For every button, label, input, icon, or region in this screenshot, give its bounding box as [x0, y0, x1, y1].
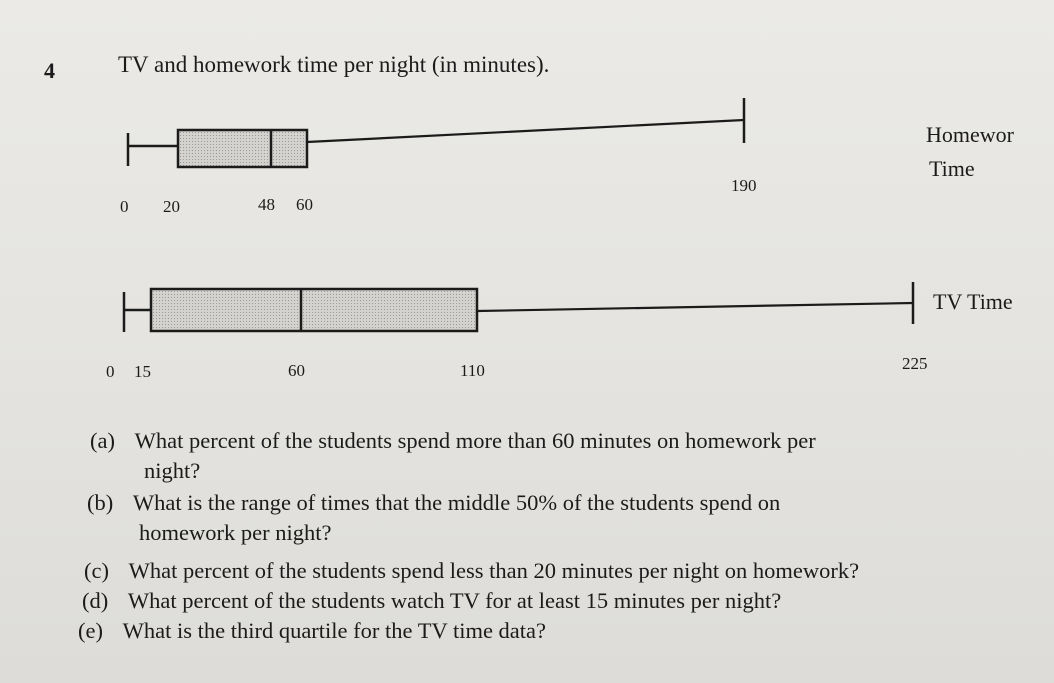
homework-tick-0: 0: [120, 197, 129, 216]
question-d: [82, 588, 781, 614]
question-title: TV and homework time per night (in minutes).: [118, 52, 550, 77]
question-d-text-line1: What percent of the students watch TV for at least 15 minutes per night?: [127, 588, 782, 613]
question-b: [87, 490, 781, 545]
tv-tick-15: 15: [134, 362, 151, 381]
question-c-text-line1: What percent of the students spend less than 20 minutes per night on homework?: [128, 558, 860, 583]
question-b-text-line2: homework per night?: [139, 520, 332, 545]
question-a-letter: (a): [90, 428, 115, 453]
question-c: [84, 558, 859, 584]
tv-tick-60: 60: [288, 361, 305, 380]
question-e-letter: (e): [78, 618, 103, 643]
homework-tick-190: 190: [731, 176, 757, 195]
tv-label: TV Time: [933, 289, 1013, 314]
question-a: [90, 428, 816, 483]
homework-tick-20: 20: [163, 197, 180, 216]
question-a-text-line2: night?: [144, 458, 201, 483]
question-b-text-line1: What is the range of times that the middle 50% of the students spend on: [132, 490, 781, 515]
question-c-letter: (c): [84, 558, 109, 583]
tv-tick-0: 0: [106, 362, 115, 381]
homework-tick-60: 60: [296, 195, 313, 214]
question-a-text-line1: What percent of the students spend more than 60 minutes on homework per: [134, 428, 816, 453]
tv-tick-225: 225: [902, 354, 928, 373]
question-number: 4: [44, 58, 55, 83]
homework-tick-48: 48: [258, 195, 275, 214]
homework-label-line2: Time: [929, 156, 975, 181]
homework-label-line1: Homewor: [926, 122, 1014, 147]
tv-tick-110: 110: [460, 361, 485, 380]
question-e-text-line1: What is the third quartile for the TV time data?: [122, 618, 547, 643]
question-d-letter: (d): [82, 588, 109, 613]
question-b-letter: (b): [87, 490, 114, 515]
question-e: [78, 618, 546, 644]
